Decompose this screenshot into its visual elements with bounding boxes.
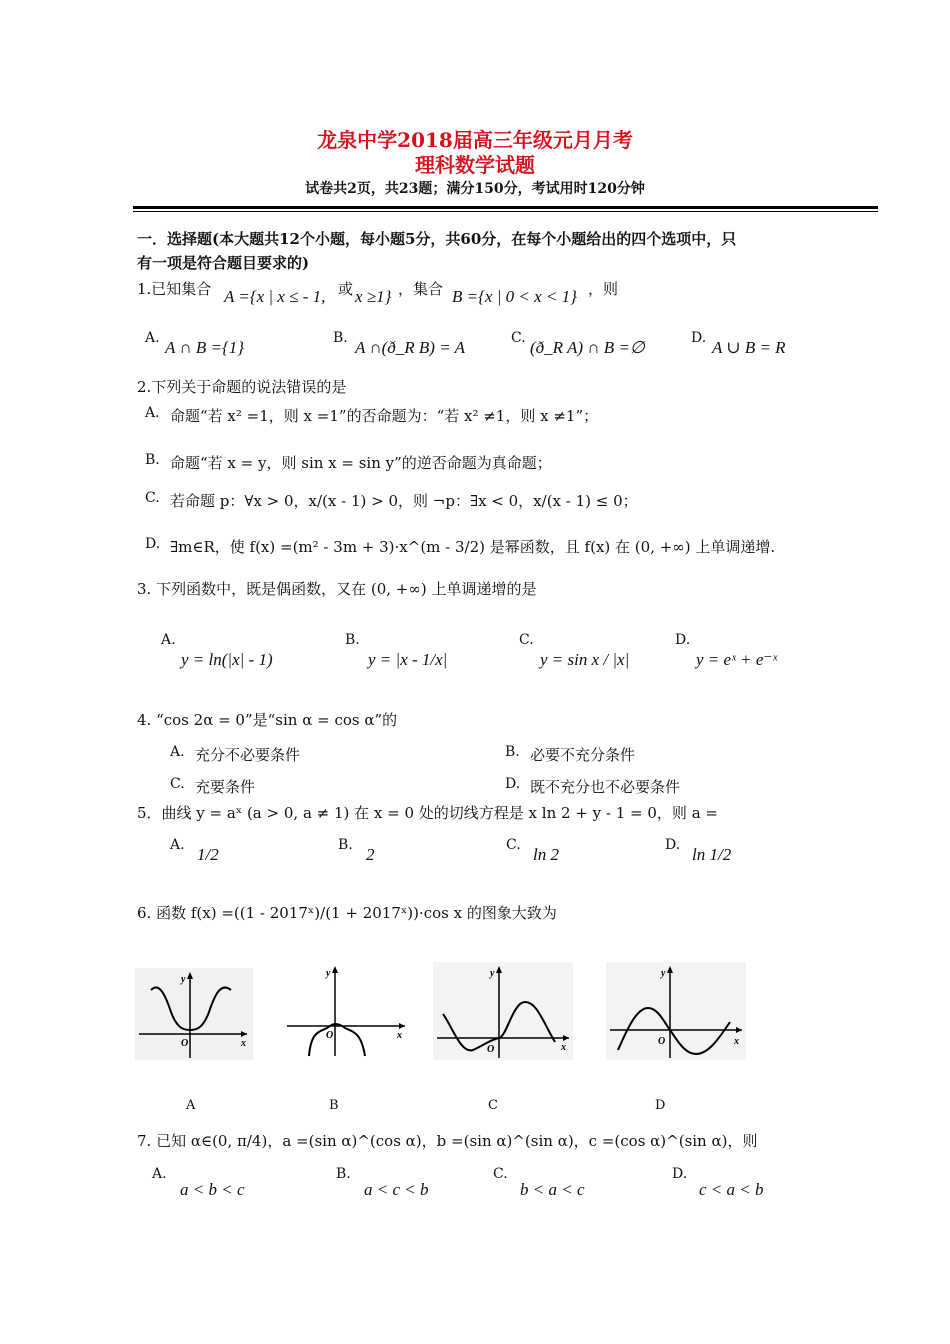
q7-option-c: b < a < c (520, 1180, 585, 1199)
q6-graph-b (283, 962, 409, 1060)
q4-stem: 4. “cos 2α = 0”是“sin α = cos α”的 (137, 711, 398, 729)
q1-option-c: (ð_R A) ∩ B =∅ (530, 338, 645, 357)
q2-option-c-label: C. (145, 490, 160, 506)
q6-graph-a-x-label: x (241, 1038, 246, 1049)
q1-set-a-part2: x ≥1} (355, 287, 392, 306)
q2-option-d: ∃m∈R，使 f(x) =(m² - 3m + 3)·x^(m - 3/2) 是幂函数，且 f(x) 在 (0, +∞) 上单调递增. (170, 538, 776, 556)
q6-graph-c-x-label: x (561, 1042, 566, 1053)
q5-option-a: 1/2 (197, 845, 219, 864)
q6-graph-d-caption: D (655, 1098, 666, 1113)
q4-option-a: 充分不必要条件 (195, 746, 301, 764)
q5-option-c-label: C. (506, 837, 521, 853)
q1-option-a-label: A. (145, 330, 160, 346)
q6-graph-c-caption: C (488, 1098, 498, 1113)
q6-graph-c-y-label: y (490, 968, 495, 979)
q6-graph-d-origin-label: O (658, 1036, 666, 1047)
q6-graph-c-origin-label: O (487, 1044, 495, 1055)
q6-graph-d-y-label: y (661, 968, 666, 979)
q6-graph-b-y-label: y (326, 968, 331, 979)
q2-option-a-label: A. (145, 405, 160, 421)
q3-option-d-label: D. (675, 632, 691, 648)
q3-option-a: y = ln(|x| - 1) (181, 650, 273, 669)
exam-subtitle: 理科数学试题 (415, 153, 535, 177)
q7-option-c-label: C. (493, 1166, 508, 1182)
q1-stem-part: ，集合 (398, 280, 444, 298)
exam-title: 龙泉中学2018届高三年级元月月考 (317, 128, 633, 152)
q3-option-c-label: C. (519, 632, 534, 648)
q5-option-d-label: D. (665, 837, 681, 853)
q4-option-d-label: D. (505, 776, 521, 792)
q6-stem: 6. 函数 f(x) =((1 - 2017ˣ)/(1 + 2017ˣ))·cos x 的图象大致为 (137, 904, 557, 922)
q1-option-b: A ∩(ð_R B) = A (355, 338, 465, 357)
q6-graph-a-y-label: y (181, 974, 186, 985)
q6-graph-c (433, 962, 573, 1060)
q5-option-c: ln 2 (533, 845, 559, 864)
q5-option-b: 2 (366, 845, 375, 864)
q3-option-a-label: A. (161, 632, 176, 648)
q5-option-a-label: A. (170, 837, 185, 853)
q1-set-a-part1: A ={x | x ≤ - 1, (224, 287, 326, 306)
q6-graph-a (135, 968, 253, 1060)
q1-option-d-label: D. (691, 330, 707, 346)
q6-graph-a-caption: A (186, 1098, 196, 1113)
q1-option-c-label: C. (511, 330, 526, 346)
q7-option-d-label: D. (672, 1166, 688, 1182)
q2-option-b: 命题“若 x = y，则 sin x = sin y”的逆否命题为真命题； (170, 454, 552, 472)
q4-option-a-label: A. (170, 744, 185, 760)
q6-graph-d (606, 962, 746, 1060)
q3-option-b: y = |x - 1/x| (368, 650, 448, 669)
q3-stem: 3. 下列函数中，既是偶函数，又在 (0, +∞) 上单调递增的是 (137, 580, 537, 598)
exam-info: 试卷共2页，共23题；满分150分，考试用时120分钟 (305, 181, 645, 197)
q5-option-b-label: B. (338, 837, 353, 853)
q7-option-b: a < c < b (364, 1180, 429, 1199)
q4-option-c-label: C. (170, 776, 185, 792)
q6-graph-b-origin-label: O (326, 1030, 334, 1041)
q1-set-b: B ={x | 0 < x < 1} (452, 287, 577, 306)
q6-graph-b-caption: B (329, 1098, 339, 1113)
q4-option-d: 既不充分也不必要条件 (530, 778, 681, 796)
header-rule-thin (133, 211, 878, 212)
q3-option-b-label: B. (345, 632, 360, 648)
q2-stem: 2.下列关于命题的说法错误的是 (137, 378, 347, 396)
q1-stem-part: ，则 (588, 280, 619, 298)
q2-option-a: 命题“若 x² =1，则 x =1”的否命题为：“若 x² ≠1，则 x ≠1”； (170, 407, 599, 425)
q6-graph-b-x-label: x (397, 1030, 402, 1041)
q4-option-b: 必要不充分条件 (530, 746, 636, 764)
q2-option-c: 若命题 p：∀x > 0，x/(x - 1) > 0，则 ¬p：∃x < 0，x/(x - 1) ≤ 0； (170, 492, 638, 510)
q7-option-a: a < b < c (180, 1180, 245, 1199)
q7-option-b-label: B. (336, 1166, 351, 1182)
header-rule-thick (133, 206, 878, 209)
q6-graph-a-origin-label: O (181, 1038, 189, 1049)
q3-option-d: y = eˣ + e⁻ˣ (696, 650, 778, 669)
q2-option-b-label: B. (145, 452, 160, 468)
q7-option-a-label: A. (152, 1166, 167, 1182)
section-heading-line2: 有一项是符合题目要求的) (137, 254, 310, 272)
q1-option-d: A ∪ B = R (712, 338, 786, 357)
q4-option-c: 充要条件 (195, 778, 256, 796)
q1-option-a: A ∩ B ={1} (165, 338, 245, 357)
q5-stem: 5．曲线 y = aˣ (a > 0, a ≠ 1) 在 x = 0 处的切线方程是 x ln 2 + y - 1 = 0，则 a = (137, 804, 718, 822)
q6-graph-d-x-label: x (734, 1036, 739, 1047)
q3-option-c: y = sin x / |x| (540, 650, 630, 669)
q4-option-b-label: B. (505, 744, 520, 760)
q2-option-d-label: D. (145, 536, 161, 552)
q5-option-d: ln 1/2 (692, 845, 732, 864)
q1-stem-part: 1.已知集合 (137, 280, 212, 298)
q7-option-d: c < a < b (699, 1180, 764, 1199)
q7-stem: 7. 已知 α∈(0, π/4)，a =(sin α)^(cos α)，b =(sin α)^(sin α)，c =(cos α)^(sin α)，则 (137, 1132, 758, 1150)
q1-stem-part: 或 (338, 280, 354, 298)
q1-option-b-label: B. (333, 330, 348, 346)
section-heading-line1: 一．选择题(本大题共12个小题，每小题5分，共60分，在每个小题给出的四个选项中，只 (137, 230, 737, 248)
